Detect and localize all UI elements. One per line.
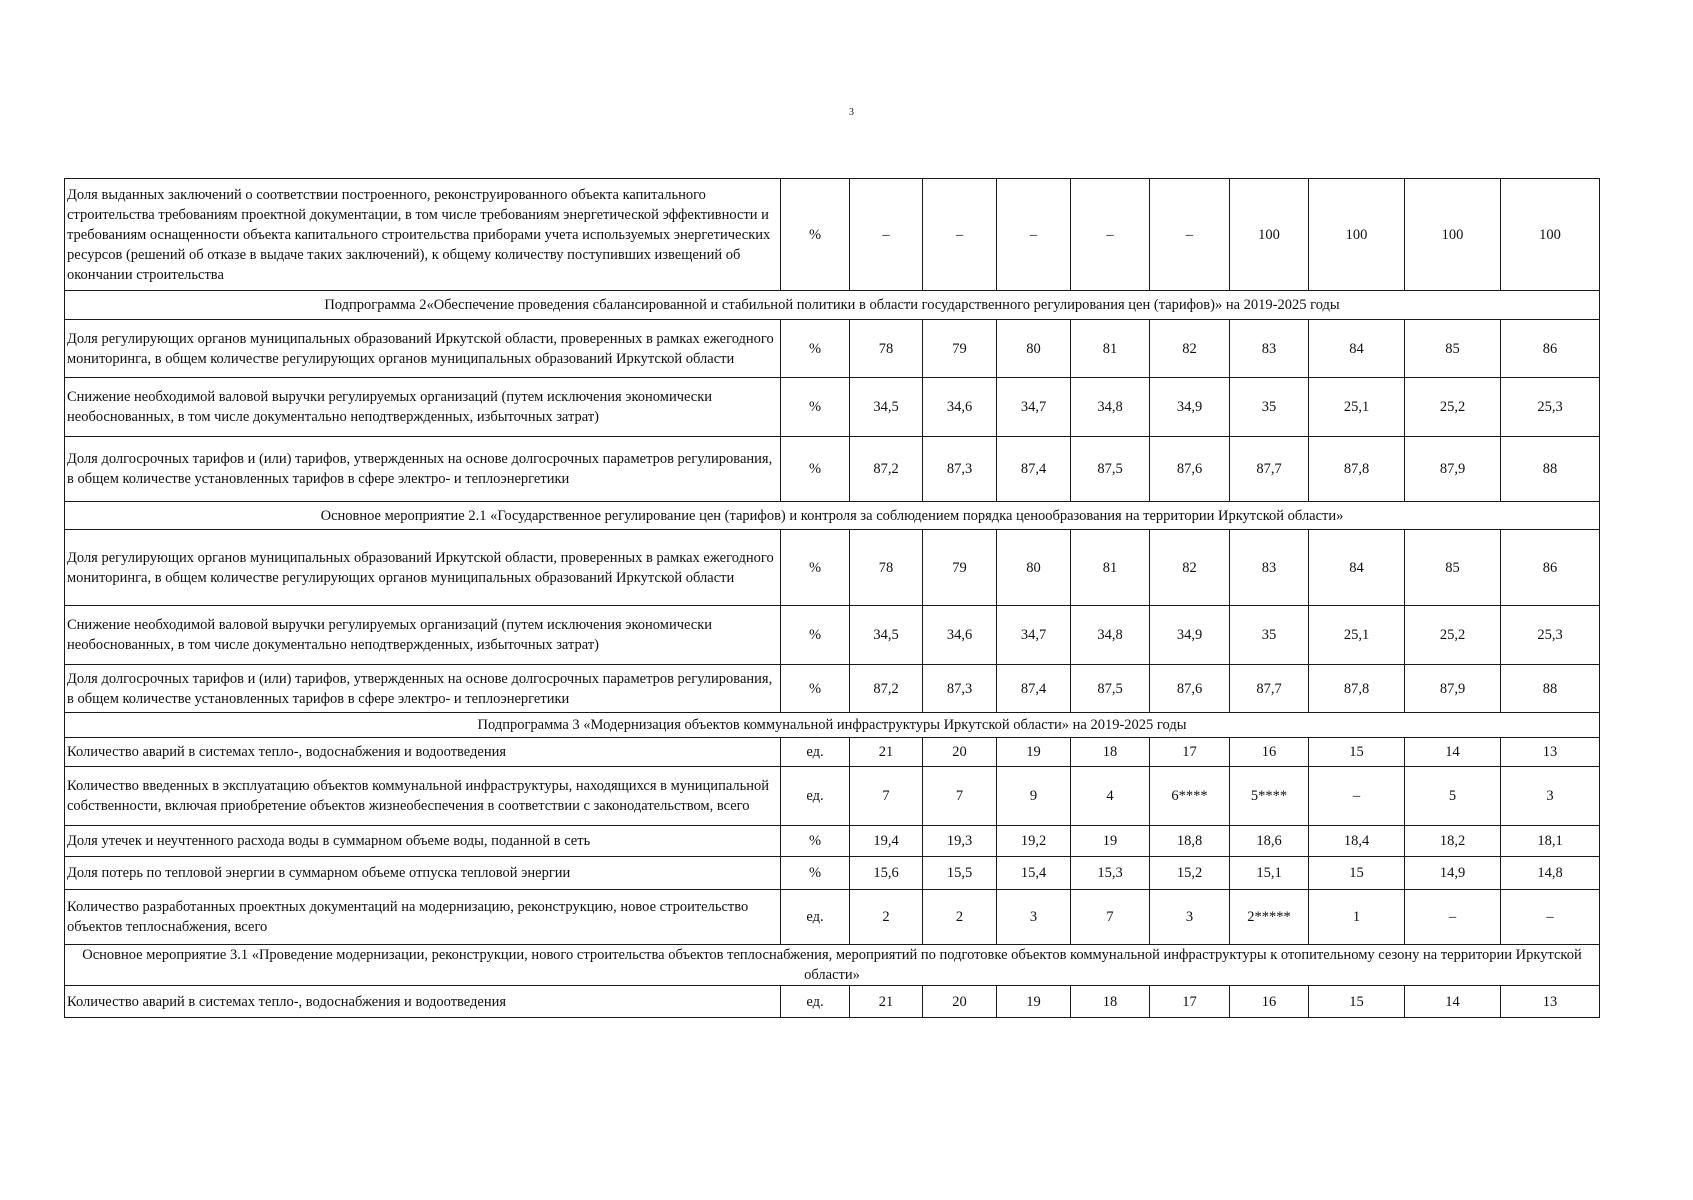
value-cell: 87,4	[997, 665, 1071, 713]
value-cell: 87,9	[1405, 665, 1501, 713]
value-cell: 18,1	[1501, 826, 1600, 857]
section-title: Подпрограмма 3 «Модернизация объектов коммунальной инфраструктуры Иркутской области» на 2019-2025 годы	[65, 713, 1600, 738]
value-cell: 25,3	[1501, 378, 1600, 437]
section-header-row	[65, 945, 1600, 986]
table-row	[65, 826, 1600, 857]
indicator-unit: %	[781, 826, 850, 857]
value-cell: 14,8	[1501, 857, 1600, 890]
value-cell: 79	[923, 320, 997, 378]
value-cell: 3	[1150, 890, 1230, 945]
value-cell: 18,8	[1150, 826, 1230, 857]
indicator-unit: %	[781, 530, 850, 606]
value-cell: 1	[1309, 890, 1405, 945]
indicators-table	[64, 178, 1600, 1018]
indicator-name: Снижение необходимой валовой выручки регулируемых организаций (путем исключения экономически необоснованных, в том числе документально неподтвержденных, избыточных затрат)	[65, 378, 781, 437]
value-cell: 15,5	[923, 857, 997, 890]
value-cell: 5****	[1230, 767, 1309, 826]
value-cell: 18,2	[1405, 826, 1501, 857]
value-cell: 34,6	[923, 378, 997, 437]
value-cell: –	[1071, 179, 1150, 291]
value-cell: 100	[1230, 179, 1309, 291]
value-cell: 87,6	[1150, 437, 1230, 502]
value-cell: 6****	[1150, 767, 1230, 826]
indicator-unit: %	[781, 320, 850, 378]
table-row	[65, 320, 1600, 378]
section-header-row	[65, 291, 1600, 320]
value-cell: 87,2	[850, 665, 923, 713]
value-cell: 87,5	[1071, 437, 1150, 502]
value-cell: 15,3	[1071, 857, 1150, 890]
value-cell: 3	[1501, 767, 1600, 826]
value-cell: 34,5	[850, 606, 923, 665]
indicator-unit: ед.	[781, 986, 850, 1018]
value-cell: 78	[850, 320, 923, 378]
value-cell: 34,8	[1071, 606, 1150, 665]
table-row	[65, 606, 1600, 665]
value-cell: 9	[997, 767, 1071, 826]
indicator-name: Доля выданных заключений о соответствии построенного, реконструированного объекта капитального строительства требованиям проектной документации, в том числе требованиям энергетической эффективности и требованиям оснащенности объекта капитального строительства приборами учета используемых энергетических ресурсов (решений об отказе в выдаче таких заключений), к общему количеству поступивших извещений об окончании строительства	[65, 179, 781, 291]
value-cell: –	[997, 179, 1071, 291]
value-cell: 35	[1230, 378, 1309, 437]
indicator-name: Количество введенных в эксплуатацию объектов коммунальной инфраструктуры, находящихся в муниципальной собственности, включая приобретение объектов жизнеобеспечения в соответствии с законодательством, всего	[65, 767, 781, 826]
value-cell: 19	[997, 986, 1071, 1018]
value-cell: 14	[1405, 986, 1501, 1018]
value-cell: 87,9	[1405, 437, 1501, 502]
value-cell: 19,4	[850, 826, 923, 857]
value-cell: 35	[1230, 606, 1309, 665]
indicator-name: Количество разработанных проектных документаций на модернизацию, реконструкцию, новое строительство объектов теплоснабжения, всего	[65, 890, 781, 945]
value-cell: 83	[1230, 530, 1309, 606]
value-cell: 34,5	[850, 378, 923, 437]
value-cell: 15	[1309, 738, 1405, 767]
value-cell: 87,7	[1230, 437, 1309, 502]
value-cell: 15,1	[1230, 857, 1309, 890]
value-cell: 18,4	[1309, 826, 1405, 857]
value-cell: 15,4	[997, 857, 1071, 890]
section-header-row	[65, 713, 1600, 738]
value-cell: 15,2	[1150, 857, 1230, 890]
indicator-name: Доля регулирующих органов муниципальных образований Иркутской области, проверенных в рамках ежегодного мониторинга, в общем количестве регулирующих органов муниципальных образований Иркутской области	[65, 320, 781, 378]
indicator-unit: ед.	[781, 738, 850, 767]
value-cell: 13	[1501, 738, 1600, 767]
value-cell: 7	[923, 767, 997, 826]
value-cell: –	[1309, 767, 1405, 826]
value-cell: 19,2	[997, 826, 1071, 857]
indicator-unit: %	[781, 857, 850, 890]
value-cell: 34,7	[997, 378, 1071, 437]
value-cell: 18	[1071, 986, 1150, 1018]
value-cell: 82	[1150, 530, 1230, 606]
value-cell: 34,9	[1150, 606, 1230, 665]
value-cell: 78	[850, 530, 923, 606]
value-cell: 5	[1405, 767, 1501, 826]
value-cell: 16	[1230, 986, 1309, 1018]
value-cell: –	[1150, 179, 1230, 291]
indicator-unit: %	[781, 606, 850, 665]
value-cell: 16	[1230, 738, 1309, 767]
value-cell: 100	[1405, 179, 1501, 291]
table-row	[65, 530, 1600, 606]
value-cell: 87,5	[1071, 665, 1150, 713]
value-cell: 34,9	[1150, 378, 1230, 437]
value-cell: 15,6	[850, 857, 923, 890]
value-cell: 2	[923, 890, 997, 945]
value-cell: 100	[1309, 179, 1405, 291]
value-cell: 21	[850, 738, 923, 767]
value-cell: 2*****	[1230, 890, 1309, 945]
value-cell: 25,2	[1405, 606, 1501, 665]
value-cell: 7	[1071, 890, 1150, 945]
table-row	[65, 179, 1600, 291]
value-cell: 88	[1501, 437, 1600, 502]
value-cell: 34,6	[923, 606, 997, 665]
value-cell: 20	[923, 986, 997, 1018]
value-cell: 25,1	[1309, 378, 1405, 437]
value-cell: 25,2	[1405, 378, 1501, 437]
indicator-name: Доля долгосрочных тарифов и (или) тарифов, утвержденных на основе долгосрочных параметров регулирования, в общем количестве установленных тарифов в сфере электро- и теплоэнергетики	[65, 665, 781, 713]
value-cell: 88	[1501, 665, 1600, 713]
indicator-unit: %	[781, 378, 850, 437]
value-cell: –	[1405, 890, 1501, 945]
value-cell: 87,2	[850, 437, 923, 502]
indicator-name: Снижение необходимой валовой выручки регулируемых организаций (путем исключения экономически необоснованных, в том числе документально неподтвержденных, избыточных затрат)	[65, 606, 781, 665]
value-cell: 14	[1405, 738, 1501, 767]
value-cell: 18,6	[1230, 826, 1309, 857]
value-cell: –	[1501, 890, 1600, 945]
table-row	[65, 767, 1600, 826]
value-cell: 84	[1309, 320, 1405, 378]
indicator-name: Доля утечек и неучтенного расхода воды в суммарном объеме воды, поданной в сеть	[65, 826, 781, 857]
value-cell: 87,6	[1150, 665, 1230, 713]
value-cell: 85	[1405, 320, 1501, 378]
table-row	[65, 986, 1600, 1018]
indicator-name: Доля долгосрочных тарифов и (или) тарифов, утвержденных на основе долгосрочных параметров регулирования, в общем количестве установленных тарифов в сфере электро- и теплоэнергетики	[65, 437, 781, 502]
value-cell: 87,8	[1309, 665, 1405, 713]
value-cell: 25,3	[1501, 606, 1600, 665]
value-cell: 7	[850, 767, 923, 826]
value-cell: 100	[1501, 179, 1600, 291]
indicator-unit: %	[781, 665, 850, 713]
value-cell: 84	[1309, 530, 1405, 606]
value-cell: 15	[1309, 857, 1405, 890]
value-cell: 15	[1309, 986, 1405, 1018]
value-cell: 19	[997, 738, 1071, 767]
indicator-name: Количество аварий в системах тепло-, водоснабжения и водоотведения	[65, 738, 781, 767]
value-cell: 87,8	[1309, 437, 1405, 502]
section-title: Основное мероприятие 2.1 «Государственное регулирование цен (тарифов) и контроля за соблюдением порядка ценообразования на территории Иркутской области»	[65, 502, 1600, 530]
value-cell: 87,3	[923, 665, 997, 713]
value-cell: 81	[1071, 320, 1150, 378]
table-row	[65, 665, 1600, 713]
value-cell: 86	[1501, 320, 1600, 378]
value-cell: 34,8	[1071, 378, 1150, 437]
table-row	[65, 437, 1600, 502]
value-cell: 87,4	[997, 437, 1071, 502]
value-cell: 2	[850, 890, 923, 945]
value-cell: 3	[997, 890, 1071, 945]
value-cell: 18	[1071, 738, 1150, 767]
section-title: Подпрограмма 2«Обеспечение проведения сбалансированной и стабильной политики в области государственного регулирования цен (тарифов)» на 2019-2025 годы	[65, 291, 1600, 320]
table-row	[65, 890, 1600, 945]
section-title: Основное мероприятие 3.1 «Проведение модернизации, реконструкции, нового строительства объектов теплоснабжения, мероприятий по подготовке объектов коммунальной инфраструктуры к отопительному сезону на территории Иркутской области»	[65, 945, 1600, 986]
indicator-unit: %	[781, 179, 850, 291]
value-cell: –	[923, 179, 997, 291]
value-cell: 80	[997, 530, 1071, 606]
indicator-name: Доля регулирующих органов муниципальных образований Иркутской области, проверенных в рамках ежегодного мониторинга, в общем количестве регулирующих органов муниципальных образований Иркутской области	[65, 530, 781, 606]
value-cell: 34,7	[997, 606, 1071, 665]
indicator-name: Доля потерь по тепловой энергии в суммарном объеме отпуска тепловой энергии	[65, 857, 781, 890]
indicator-unit: %	[781, 437, 850, 502]
value-cell: 80	[997, 320, 1071, 378]
page-number: 3	[849, 107, 854, 118]
value-cell: 81	[1071, 530, 1150, 606]
table-row	[65, 378, 1600, 437]
value-cell: 14,9	[1405, 857, 1501, 890]
value-cell: 20	[923, 738, 997, 767]
indicator-unit: ед.	[781, 890, 850, 945]
value-cell: 79	[923, 530, 997, 606]
value-cell: 85	[1405, 530, 1501, 606]
value-cell: 87,3	[923, 437, 997, 502]
indicator-unit: ед.	[781, 767, 850, 826]
value-cell: 21	[850, 986, 923, 1018]
section-header-row	[65, 502, 1600, 530]
value-cell: 17	[1150, 738, 1230, 767]
value-cell: 4	[1071, 767, 1150, 826]
value-cell: 13	[1501, 986, 1600, 1018]
value-cell: 19,3	[923, 826, 997, 857]
value-cell: 83	[1230, 320, 1309, 378]
value-cell: 86	[1501, 530, 1600, 606]
value-cell: –	[850, 179, 923, 291]
value-cell: 17	[1150, 986, 1230, 1018]
indicator-name: Количество аварий в системах тепло-, водоснабжения и водоотведения	[65, 986, 781, 1018]
value-cell: 87,7	[1230, 665, 1309, 713]
value-cell: 25,1	[1309, 606, 1405, 665]
table-row	[65, 738, 1600, 767]
value-cell: 82	[1150, 320, 1230, 378]
value-cell: 19	[1071, 826, 1150, 857]
table-row	[65, 857, 1600, 890]
